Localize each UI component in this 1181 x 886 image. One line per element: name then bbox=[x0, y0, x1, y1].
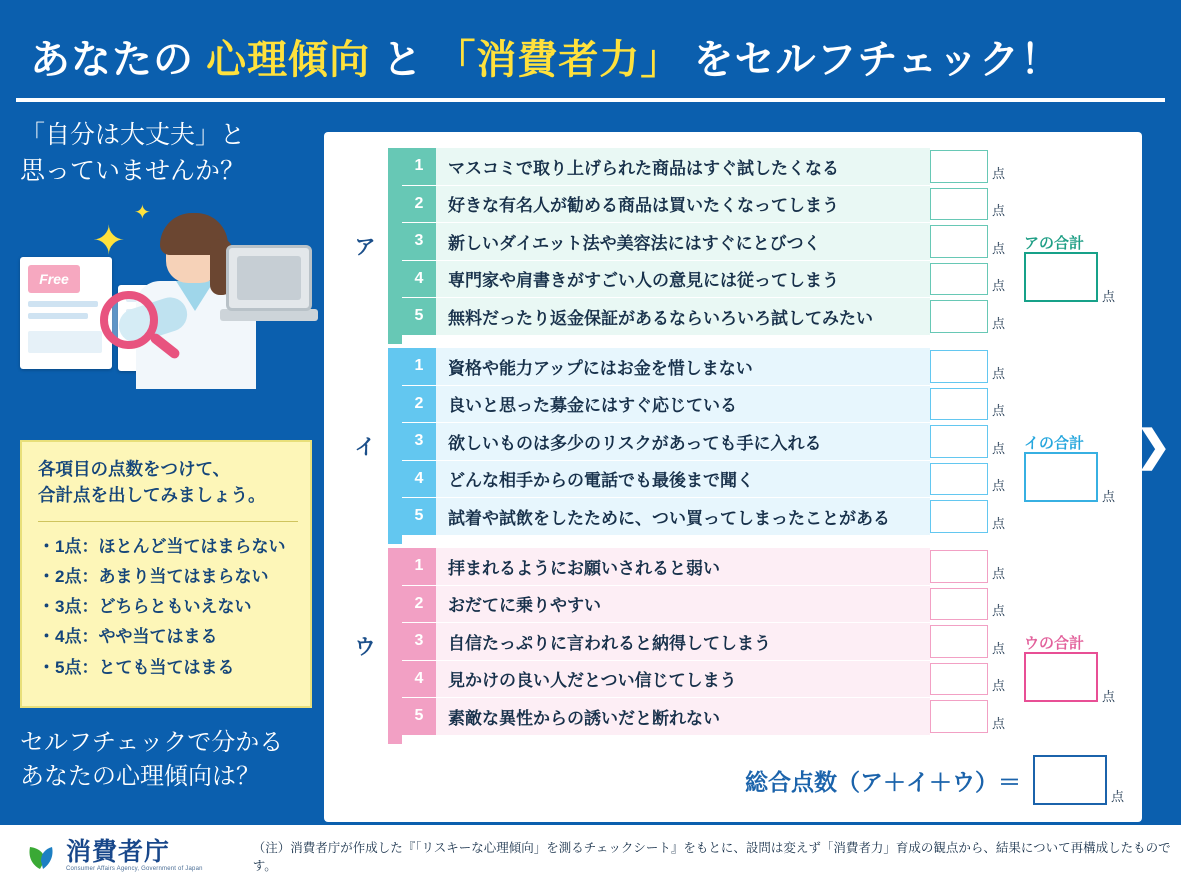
question-number: 2 bbox=[402, 386, 436, 423]
score-input[interactable] bbox=[930, 588, 988, 621]
question-number: 4 bbox=[402, 461, 436, 498]
score-unit: 点 bbox=[992, 478, 1006, 493]
score-unit: 点 bbox=[992, 515, 1006, 531]
score-unit: 点 bbox=[992, 678, 1006, 693]
question-text: 新しいダイエット法や美容法にはすぐにとびつく bbox=[436, 223, 930, 260]
score-legend-item: ・1点：ほとんど当てはまらない bbox=[38, 536, 286, 556]
question-row bbox=[402, 586, 1016, 624]
left-column bbox=[14, 118, 314, 818]
score-input[interactable] bbox=[930, 625, 988, 658]
page-title bbox=[16, 28, 1061, 85]
group-total-label: アの合計 bbox=[1024, 235, 1085, 252]
question-rows bbox=[402, 548, 1016, 744]
page-footer bbox=[0, 822, 1181, 886]
score-input[interactable] bbox=[930, 188, 988, 221]
grand-total-label: 総合点数（ア＋イ＋ウ）＝ bbox=[744, 768, 1021, 795]
question-number: 3 bbox=[402, 623, 436, 660]
group-total-unit: 点 bbox=[1102, 289, 1116, 304]
question-row bbox=[402, 461, 1016, 499]
closing-text: セルフチェックで分かる あなたの心理傾向は？ bbox=[20, 729, 284, 791]
flyer-illustration bbox=[20, 257, 112, 369]
agency-logo bbox=[0, 839, 247, 873]
footnote: （注）消費者庁が作成した『「リスキーな心理傾向」を測るチェックシート』をもとに、設問は変えず「消費者力」育成の観点から、結果について再構成したものです。 bbox=[252, 840, 1171, 873]
sparkle-small-icon: ✦ bbox=[134, 202, 151, 224]
question-row bbox=[402, 186, 1016, 224]
score-unit: 点 bbox=[992, 565, 1006, 581]
question-text: 見かけの良い人だとつい信じてしまう bbox=[436, 661, 930, 698]
question-number: 2 bbox=[402, 186, 436, 223]
score-unit: 点 bbox=[992, 440, 1006, 456]
title-part-3: をセルフチェック！ bbox=[693, 37, 1062, 82]
free-badge-icon: Free bbox=[28, 265, 80, 293]
title-highlight-2: 「消費者力」 bbox=[435, 37, 682, 82]
title-part-1: あなたの bbox=[30, 37, 194, 82]
agency-logo-text bbox=[66, 839, 203, 871]
question-text: 好きな有名人が勧める商品は買いたくなってしまう bbox=[436, 186, 930, 223]
question-text: 自信たっぷりに言われると納得してしまう bbox=[436, 623, 930, 660]
magnifier-icon bbox=[100, 291, 158, 349]
question-number: 5 bbox=[402, 698, 436, 735]
next-arrow-icon[interactable]: ❯ bbox=[1135, 422, 1171, 469]
score-input[interactable] bbox=[930, 425, 988, 458]
question-number: 2 bbox=[402, 586, 436, 623]
question-group bbox=[342, 348, 1124, 544]
instructions-box bbox=[20, 440, 312, 708]
score-input[interactable] bbox=[930, 550, 988, 583]
score-unit: 点 bbox=[992, 603, 1006, 618]
grand-total-row bbox=[342, 752, 1124, 808]
question-text: 資格や能力アップにはお金を惜しまない bbox=[436, 348, 930, 385]
score-input[interactable] bbox=[930, 663, 988, 696]
score-unit: 点 bbox=[992, 365, 1006, 381]
group-label: ア bbox=[354, 236, 376, 259]
instructions-heading: 各項目の点数をつけて、 合計点を出してみましょう。 bbox=[38, 459, 266, 506]
group-total-input[interactable] bbox=[1024, 252, 1098, 302]
group-total bbox=[1016, 548, 1124, 744]
lead-text: 「自分は大丈夫」と 思っていませんか？ bbox=[20, 121, 246, 185]
question-rows bbox=[402, 348, 1016, 544]
divider bbox=[38, 521, 298, 522]
question-number: 3 bbox=[402, 423, 436, 460]
question-row bbox=[402, 661, 1016, 699]
group-total bbox=[1016, 348, 1124, 544]
question-text: マスコミで取り上げられた商品はすぐ試したくなる bbox=[436, 148, 930, 185]
score-legend-item: ・5点：とても当てはまる bbox=[38, 657, 235, 677]
question-number: 3 bbox=[402, 223, 436, 260]
score-legend-list bbox=[38, 532, 298, 683]
group-total-unit: 点 bbox=[1102, 689, 1116, 704]
score-legend-item: ・2点：あまり当てはまらない bbox=[38, 566, 269, 586]
group-total-label: ウの合計 bbox=[1024, 635, 1085, 652]
score-unit: 点 bbox=[992, 403, 1006, 418]
score-unit: 点 bbox=[992, 203, 1006, 218]
question-text: おだてに乗りやすい bbox=[436, 586, 930, 623]
score-legend-item: ・4点：やや当てはまる bbox=[38, 627, 218, 647]
score-input[interactable] bbox=[930, 463, 988, 496]
sparkle-icon: ✦ bbox=[92, 219, 126, 263]
question-row bbox=[402, 348, 1016, 386]
laptop-screen bbox=[237, 256, 301, 300]
score-input[interactable] bbox=[930, 350, 988, 383]
score-input[interactable] bbox=[930, 225, 988, 258]
score-input[interactable] bbox=[930, 700, 988, 733]
title-highlight-1: 心理傾向 bbox=[206, 37, 371, 82]
illustration bbox=[14, 199, 314, 389]
question-row bbox=[402, 261, 1016, 299]
group-label: ウ bbox=[354, 636, 376, 659]
question-text: 良いと思った募金にはすぐ応じている bbox=[436, 386, 930, 423]
group-color-bar bbox=[388, 548, 402, 744]
question-row bbox=[402, 548, 1016, 586]
question-group bbox=[342, 548, 1124, 744]
question-text: 専門家や肩書きがすごい人の意見には従ってしまう bbox=[436, 261, 930, 298]
question-number: 5 bbox=[402, 498, 436, 535]
question-number: 1 bbox=[402, 548, 436, 585]
score-legend-item: ・3点：どちらともいえない bbox=[38, 597, 252, 616]
question-number: 5 bbox=[402, 298, 436, 335]
group-total-unit: 点 bbox=[1102, 489, 1116, 504]
score-input[interactable] bbox=[930, 388, 988, 421]
score-unit: 点 bbox=[992, 315, 1006, 331]
question-number: 1 bbox=[402, 348, 436, 385]
group-total-label: イの合計 bbox=[1024, 435, 1085, 452]
title-part-2: と bbox=[382, 37, 424, 82]
agency-name-en: Consumer Affairs Agency, Government of Japan bbox=[66, 865, 203, 872]
laptop-icon bbox=[226, 245, 312, 311]
question-rows bbox=[402, 148, 1016, 344]
question-row bbox=[402, 223, 1016, 261]
question-group bbox=[342, 148, 1124, 344]
score-unit: 点 bbox=[992, 240, 1006, 256]
question-row bbox=[402, 423, 1016, 461]
question-row bbox=[402, 498, 1016, 536]
grand-total-input[interactable] bbox=[1033, 755, 1107, 805]
score-input[interactable] bbox=[930, 500, 988, 533]
group-color-bar bbox=[388, 148, 402, 344]
question-text: 拝まれるようにお願いされると弱い bbox=[436, 548, 930, 585]
question-text: 欲しいものは多少のリスクがあっても手に入れる bbox=[436, 423, 930, 460]
group-label: イ bbox=[354, 436, 376, 459]
group-total-input[interactable] bbox=[1024, 452, 1098, 502]
leaf-logo-icon bbox=[24, 839, 58, 873]
score-unit: 点 bbox=[992, 715, 1006, 731]
question-text: どんな相手からの電話でも最後まで聞く bbox=[436, 461, 930, 498]
grand-total-unit: 点 bbox=[1110, 789, 1124, 804]
agency-name: 消費者庁 bbox=[66, 838, 171, 867]
score-unit: 点 bbox=[992, 278, 1006, 293]
group-total bbox=[1016, 148, 1124, 344]
score-unit: 点 bbox=[992, 165, 1006, 181]
group-total-input[interactable] bbox=[1024, 652, 1098, 702]
page-header bbox=[16, 14, 1165, 102]
group-color-bar bbox=[388, 348, 402, 544]
question-text: 試着や試飲をしたために、つい買ってしまったことがある bbox=[436, 498, 930, 535]
question-text: 無料だったり返金保証があるならいろいろ試してみたい bbox=[436, 298, 930, 335]
question-row bbox=[402, 623, 1016, 661]
question-number: 1 bbox=[402, 148, 436, 185]
question-number: 4 bbox=[402, 661, 436, 698]
question-row bbox=[402, 148, 1016, 186]
score-input[interactable] bbox=[930, 300, 988, 333]
question-number: 4 bbox=[402, 261, 436, 298]
score-input[interactable] bbox=[930, 263, 988, 296]
question-row bbox=[402, 698, 1016, 736]
score-unit: 点 bbox=[992, 640, 1006, 656]
question-row bbox=[402, 298, 1016, 336]
score-input[interactable] bbox=[930, 150, 988, 183]
question-row bbox=[402, 386, 1016, 424]
checklist-panel bbox=[324, 132, 1142, 822]
question-text: 素敵な異性からの誘いだと断れない bbox=[436, 698, 930, 735]
